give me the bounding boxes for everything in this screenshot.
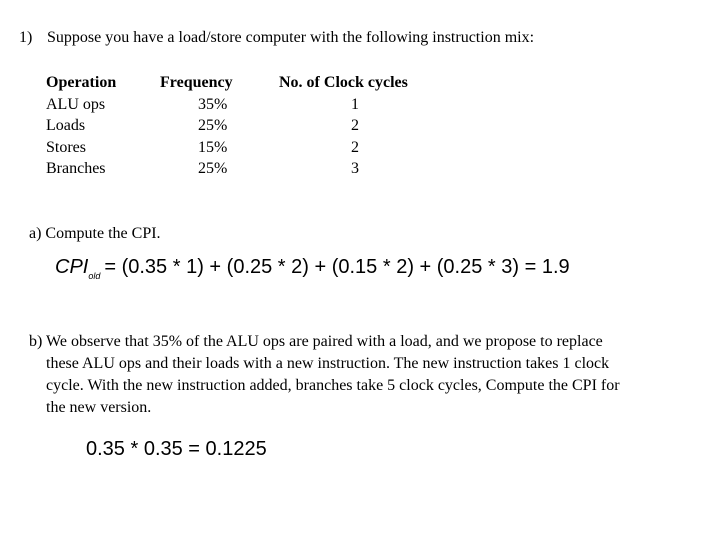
column-operation bbox=[46, 72, 116, 180]
cpi-old-formula bbox=[55, 256, 570, 281]
column-clock-cycles bbox=[279, 72, 429, 180]
table-cell: 25% bbox=[198, 160, 228, 177]
header-clock-cycles: No. of Clock cycles bbox=[279, 74, 408, 91]
table-cell: 25% bbox=[198, 117, 228, 134]
question-text: Suppose you have a load/store computer with the following instruction mix: bbox=[47, 29, 535, 46]
part-b-line: b) We observe that 35% of the ALU ops are paired with a load, and we propose to replace bbox=[29, 333, 603, 350]
question-1 bbox=[19, 29, 534, 47]
question-number: 1) bbox=[19, 29, 33, 46]
formula-subscript: old bbox=[88, 271, 101, 281]
table-cell: Loads bbox=[46, 117, 86, 134]
paired-fraction-formula: 0.35 * 0.35 = 0.1225 bbox=[86, 438, 267, 460]
table-cell: 2 bbox=[351, 117, 359, 134]
part-b-line: cycle. With the new instruction added, branches take 5 clock cycles, Compute the CPI for bbox=[46, 377, 620, 394]
table-cell: ALU ops bbox=[46, 95, 106, 113]
table-cell: 3 bbox=[351, 160, 359, 177]
table-cell: 35% bbox=[198, 95, 228, 113]
table-cell: 2 bbox=[351, 138, 359, 156]
table-cell: Branches bbox=[46, 160, 106, 177]
table-cell: 15% bbox=[198, 138, 228, 156]
part-b-text bbox=[29, 331, 704, 419]
formula-lhs: CPI bbox=[55, 256, 89, 278]
part-b-line: these ALU ops and their loads with a new instruction. The new instruction takes 1 clock bbox=[46, 355, 610, 372]
formula-rhs: = (0.35 * 1) + (0.25 * 2) + (0.15 * 2) + (0.25 * 3) = 1.9 bbox=[104, 256, 570, 278]
part-b-line: the new version. bbox=[46, 399, 152, 416]
header-frequency: Frequency bbox=[160, 74, 233, 91]
header-operation: Operation bbox=[46, 74, 117, 91]
part-a-text: a) Compute the CPI. bbox=[29, 225, 161, 242]
table-cell: 1 bbox=[351, 95, 359, 113]
table-cell: Stores bbox=[46, 138, 86, 156]
column-frequency bbox=[160, 72, 244, 180]
